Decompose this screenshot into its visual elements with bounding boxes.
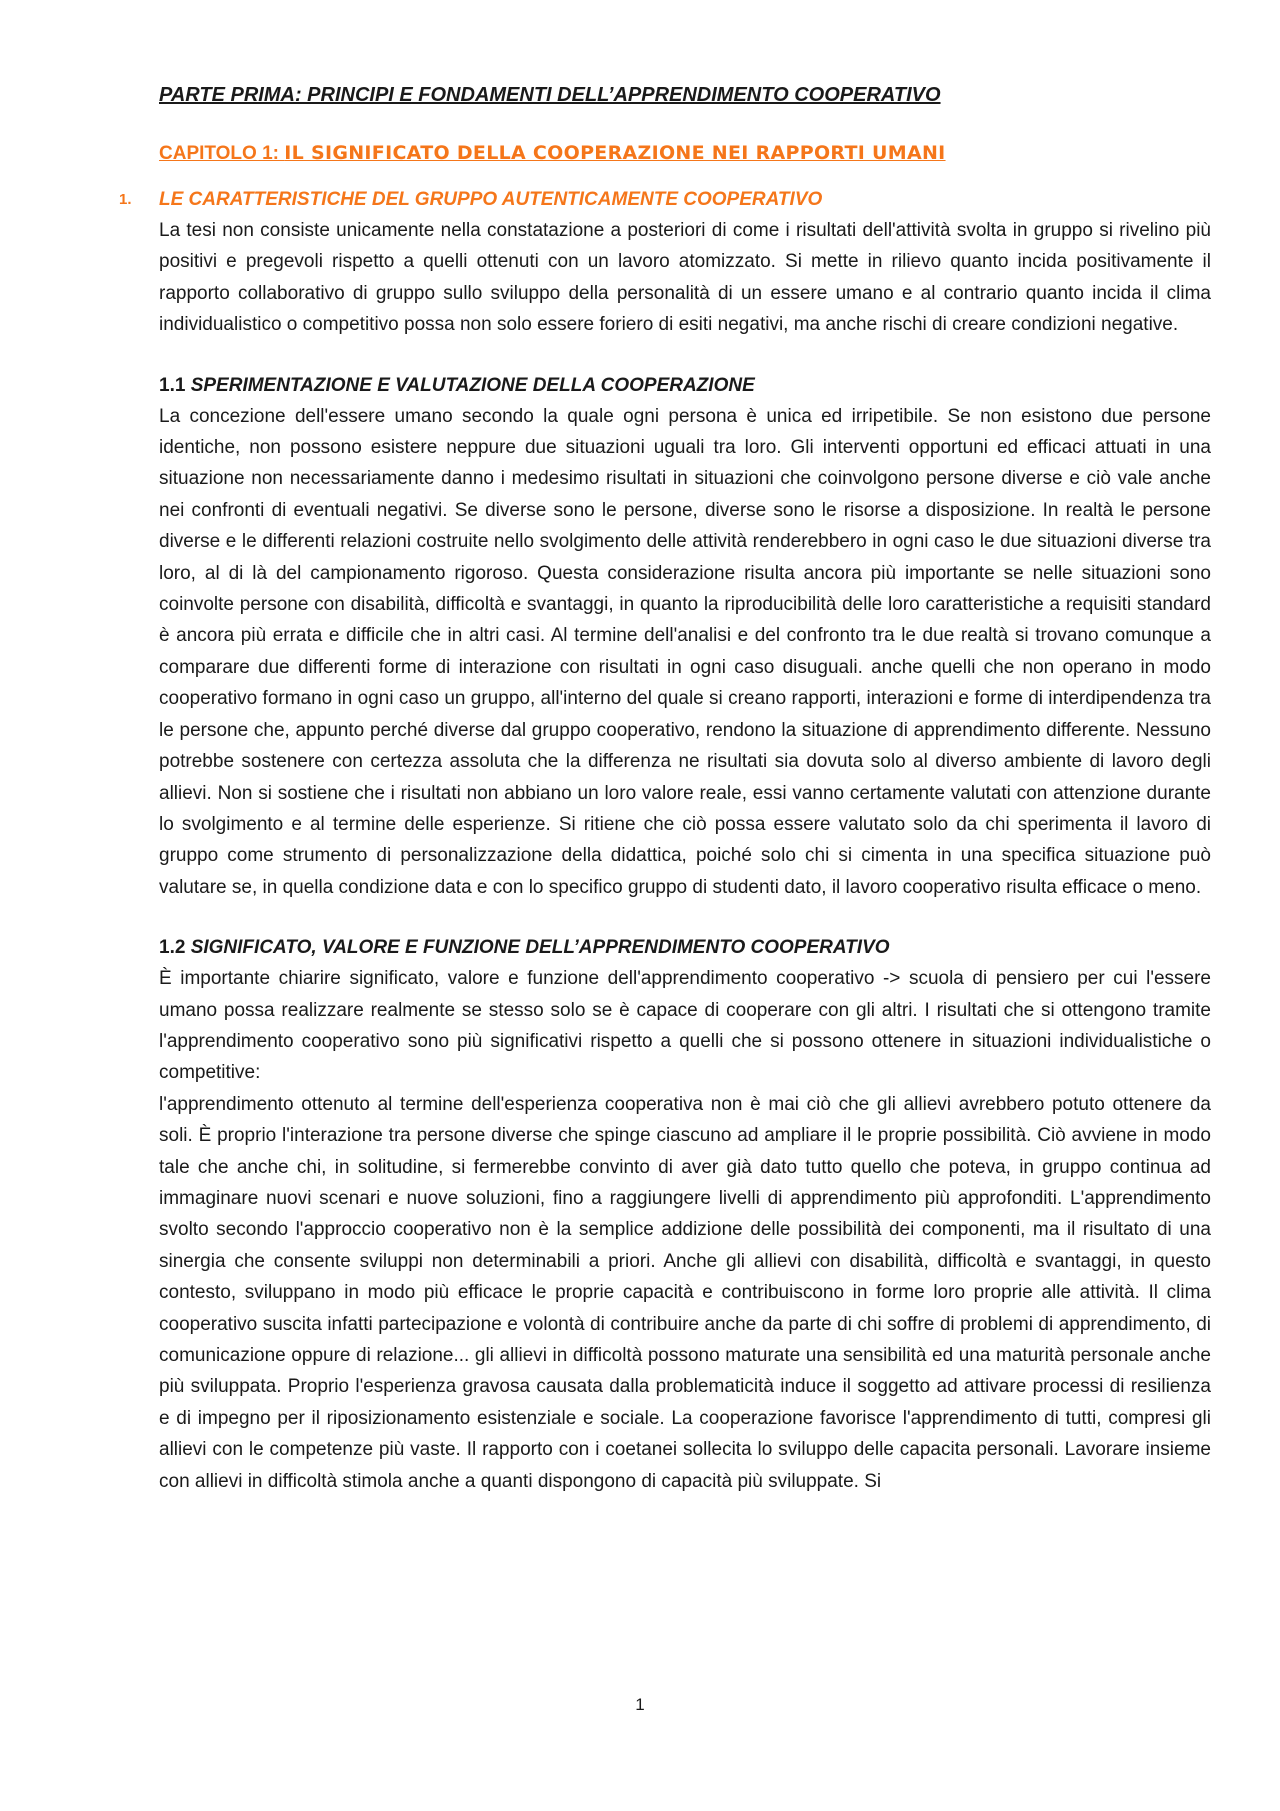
section-1-1-number: 1.1 xyxy=(159,374,191,396)
page-number: 1 xyxy=(635,1695,645,1714)
chapter-label: CAPITOLO 1: xyxy=(159,143,285,164)
section-1-heading xyxy=(119,185,1211,215)
section-1-2-heading xyxy=(159,933,1211,963)
section-1-1-paragraph: La concezione dell'essere umano secondo la quale ogni persona è unica ed irripetibile. Se non esistono due persone identiche, non possono esistere neppure due situazioni uguali tra loro. Gli interventi opportuni ed efficaci attuati in una situazione non necessariamente danno i medesimo risultati in situazioni che coinvolgono persone diverse e ciò vale anche nei confronti di eventuali negativi. Se diverse sono le persone, diverse sono le risorse a disposizione. In realtà le persone diverse e le differenti relazioni costruite nello svolgimento delle attività renderebbero in ogni caso le due situazioni diverse tra loro, al di là del campionamento rigoroso. Questa considerazione risulta ancora più importante se nelle situazioni sono coinvolte persone con disabilità, difficoltà e svantaggi, in quanto la riproducibilità delle loro caratteristiche a requisiti standard è ancora più errata e difficile che in altri casi. Al termine dell'analisi e del confronto tra le due realtà si trovano comunque a comparare due differenti forme di interazione con risultati in ogni caso disuguali. anche quelli che non operano in modo cooperativo formano in ogni caso un gruppo, all'interno del quale si creano rapporti, interazioni e forme di interdipendenza tra le persone che, appunto perché diverse dal gruppo cooperativo, rendono la situazione di apprendimento differente. Nessuno potrebbe sostenere con certezza assoluta che la differenza ne risultati sia dovuta solo al diverso ambiente di lavoro degli allievi. Non si sostiene che i risultati non abbiano un loro valore reale, essi vanno certamente valutati con attenzione durante lo svolgimento e al termine delle esperienze. Si ritiene che ciò possa essere valutato solo da chi sperimenta il lavoro di gruppo come strumento di personalizzazione della didattica, poiché solo chi si cimenta in una specifica situazione può valutare se, in quella condizione data e con lo specifico gruppo di studenti dato, il lavoro cooperativo risulta efficace o meno. xyxy=(159,405,1211,898)
section-1-2-paragraph-b: l'apprendimento ottenuto al termine dell'esperienza cooperativa non è mai ciò che gli allievi avrebbero potuto ottenere da soli. È proprio l'interazione tra persone diverse che spinge ciascuno ad ampliare il le proprie possibilità. Ciò avviene in modo tale che anche chi, in solitudine, si fermerebbe convinto di aver già dato tutto quello che poteva, in gruppo continua ad immaginare nuovi scenari e nuove soluzioni, fino a raggiungere livelli di apprendimento più approfonditi. L'apprendimento svolto secondo l'approccio cooperativo non è la semplice addizione delle possibilità dei componenti, ma il risultato di una sinergia che consente sviluppi non determinabili a priori. Anche gli allievi con disabilità, difficoltà e svantaggi, in questo contesto, sviluppano in modo più efficace le proprie capacità e contribuiscono in forme loro proprie alle attività. Il clima cooperativo suscita infatti partecipazione e volontà di contribuire anche da parte di chi soffre di problemi di apprendimento, di comunicazione oppure di relazione... gli allievi in difficoltà possono maturate una sensibilità ed una maturità personale anche più sviluppata. Proprio l'esperienza gravosa causata dalla problematicità induce il soggetto ad attivare processi di resilienza e di impegno per il riposizionamento esistenziale e sociale. La cooperazione favorisce l'apprendimento di tutti, compresi gli allievi con le competenze più vaste. Il rapporto con i coetanei sollecita lo sviluppo delle capacita personali. Lavorare insieme con allievi in difficoltà stimola anche a quanti dispongono di capacità più sviluppate. Si xyxy=(159,1093,1211,1492)
chapter-title xyxy=(159,138,1211,169)
section-1-2-number: 1.2 xyxy=(159,937,191,959)
section-1-1-heading xyxy=(159,371,1211,401)
section-1-2-paragraph-a: È importante chiarire significato, valore e funzione dell'apprendimento cooperativo -> scuola di pensiero per cui l'essere umano possa realizzare realmente se stesso solo se è capace di cooperare con gli altri. I risultati che si ottengono tramite l'apprendimento cooperativo sono più significativi rispetto a quelli che si possono ottenere in situazioni individualistiche o competitive: xyxy=(159,968,1211,1084)
chapter-main-title: IL SIGNIFICATO DELLA COOPERAZIONE NEI RAPPORTI UMANI xyxy=(284,142,946,164)
section-1-2-title: SIGNIFICATO, VALORE E FUNZIONE DELL’APPRENDIMENTO COOPERATIVO xyxy=(190,937,890,959)
section-1-number: 1. xyxy=(119,191,132,208)
page-content xyxy=(119,80,1211,1497)
section-1-1-title: SPERIMENTAZIONE E VALUTAZIONE DELLA COOPERAZIONE xyxy=(190,374,755,396)
section-1-paragraph: La tesi non consiste unicamente nella constatazione a posteriori di come i risultati dell'attività svolta in gruppo si rivelino più positivi e pregevoli rispetto a quelli ottenuti con un lavoro atomizzato. Si mette in rilievo quanto incida positivamente il rapporto collaborativo di gruppo sullo sviluppo della personalità di un essere umano e al contrario quanto incida il clima individualistico o competitivo possa non solo essere foriero di esiti negativi, ma anche rischi di creare condizioni negative. xyxy=(159,220,1211,336)
part-title: PARTE PRIMA: PRINCIPI E FONDAMENTI DELL’APPRENDIMENTO COOPERATIVO xyxy=(159,84,941,106)
section-1-title: LE CARATTERISTICHE DEL GRUPPO AUTENTICAMENTE COOPERATIVO xyxy=(159,189,823,210)
